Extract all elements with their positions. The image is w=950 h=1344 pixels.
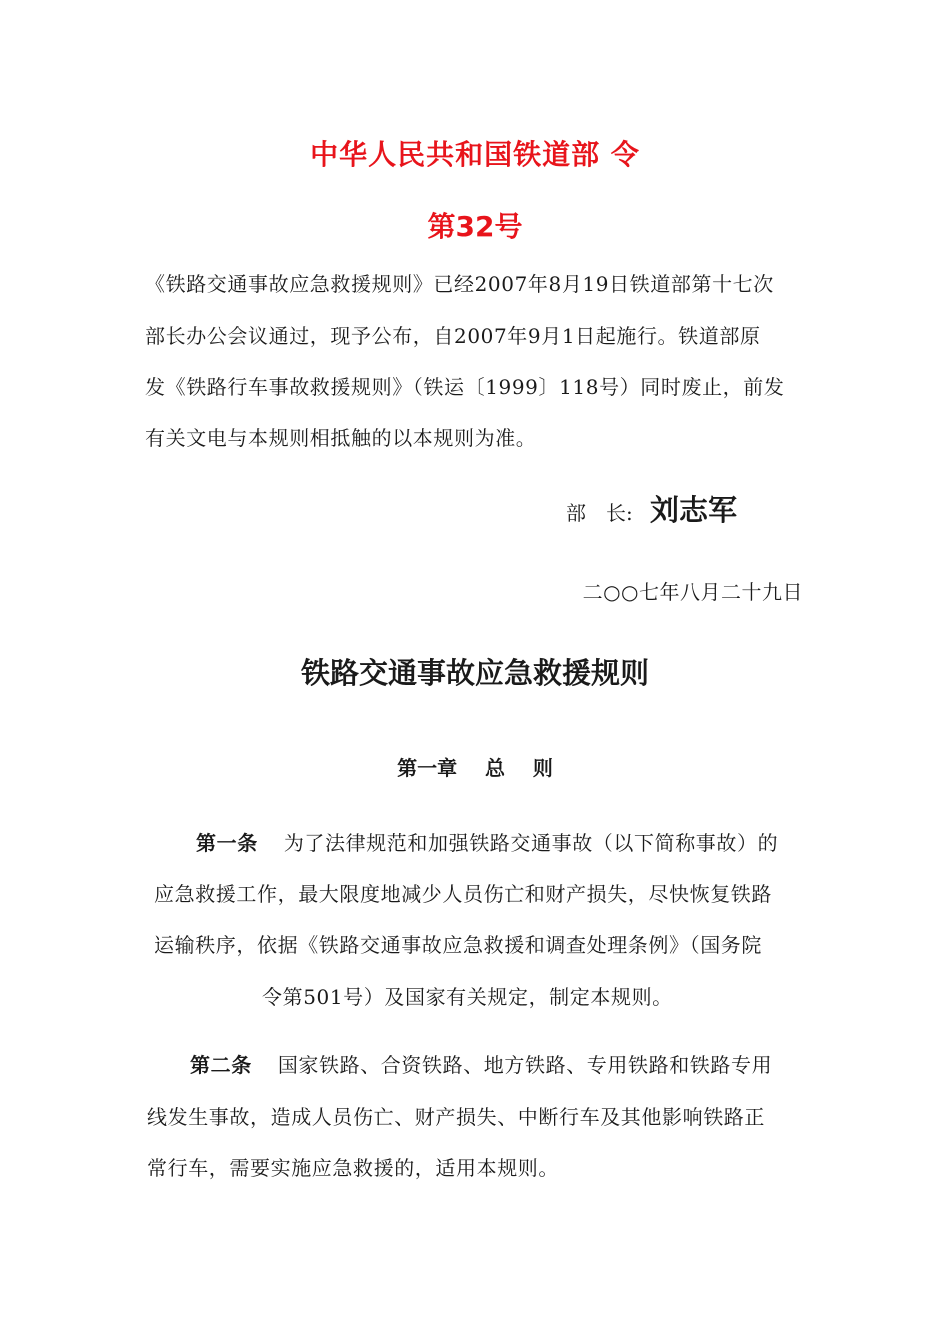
article-label: 第一条 [196,831,258,855]
article-text-line: 应急救援工作，最大限度地减少人员伤亡和财产损失，尽快恢复铁路 [154,882,772,906]
decree-text-line: 《铁路交通事故应急救援规则》已经2007年8月19日铁道部第十七次 [145,272,774,296]
chapter-title: 第一章 总 则 [397,756,553,780]
article-text-line: 令第501号）及国家有关规定，制定本规则。 [262,985,673,1009]
article-text-line: 线发生事故，造成人员伤亡、财产损失、中断行车及其他影响铁路正 [147,1105,765,1129]
article-first-line [196,827,778,856]
signature-name: 刘志军 [650,493,738,527]
decree-date: 二○○七年八月二十九日 [582,580,803,604]
decree-number: 第32号 [427,210,523,243]
article-text: 为了法律规范和加强铁路交通事故（以下简称事故）的 [283,831,779,855]
signature-label: 部 长: [566,501,633,525]
rules-title: 铁路交通事故应急救援规则 [300,656,649,690]
article-text-line: 运输秩序，依据《铁路交通事故应急救援和调查处理条例》（国务院 [154,933,762,957]
decree-text-line: 部长办公会议通过，现予公布，自2007年9月1日起施行。铁道部原 [145,324,761,348]
decree-text-line: 有关文电与本规则相抵触的以本规则为准。 [145,426,537,450]
article-label: 第二条 [190,1053,252,1077]
decree-title: 中华人民共和国铁道部 令 [310,138,640,171]
article-text: 国家铁路、合资铁路、地方铁路、专用铁路和铁路专用 [277,1053,773,1077]
decree-text-line: 发《铁路行车事故救援规则》（铁运〔1999〕118号）同时废止，前发 [145,375,785,399]
article-first-line [190,1049,772,1078]
article-text-line: 常行车，需要实施应急救援的，适用本规则。 [147,1156,559,1180]
